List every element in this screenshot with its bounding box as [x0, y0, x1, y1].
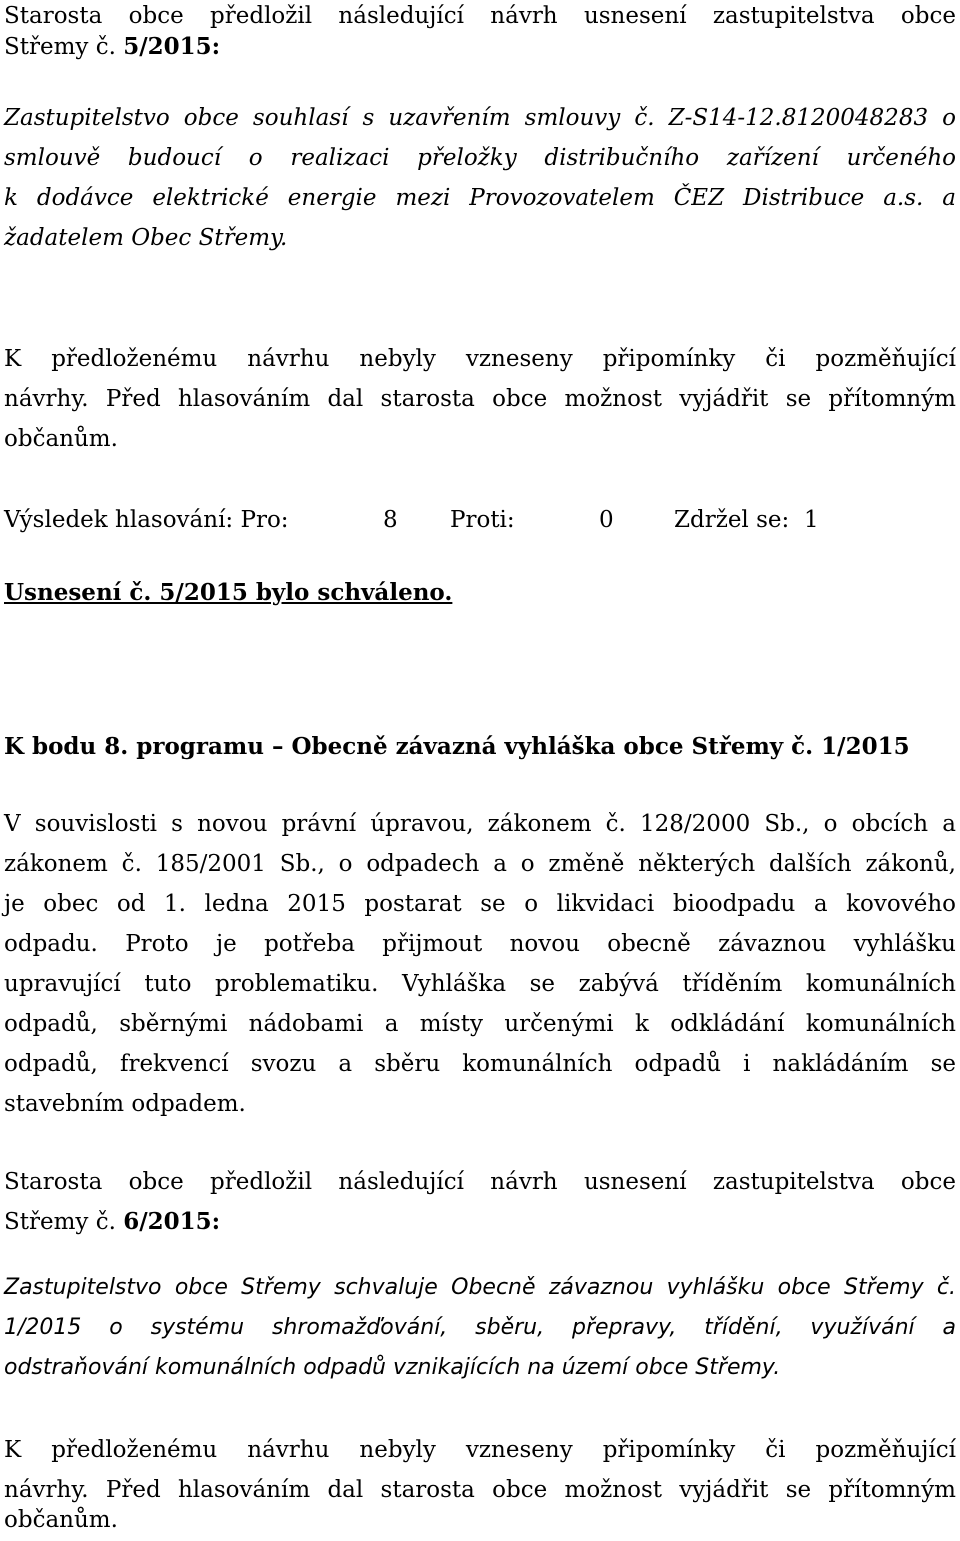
approval-statement: Usnesení č. 5/2015 bylo schváleno. — [4, 579, 453, 606]
proposal-intro-number: Střemy č. 6/2015: — [4, 1208, 221, 1235]
resolution-text: žadatelem Obec Střemy. — [4, 225, 288, 251]
agenda-body: upravující tuto problematiku. Vyhláška se zabývá tříděním komunálních — [4, 971, 956, 997]
resolution-text: odstraňování komunálních odpadů vznikajících na území obce Střemy. — [4, 1355, 781, 1380]
vote-abstain-label: Zdržel se: — [674, 507, 790, 533]
comments-text: návrhy. Před hlasováním dal starosta obce možnost vyjádřit se přítomným — [4, 386, 956, 412]
resolution-text: 1/2015 o systému shromažďování, sběru, přepravy, třídění, využívání a — [4, 1315, 956, 1340]
proposal-intro-line: Starosta obce předložil následující návrh usnesení zastupitelstva obce — [4, 1169, 956, 1195]
proposal-intro-number: Střemy č. 5/2015: — [4, 33, 221, 60]
resolution-text: Zastupitelstvo obce Střemy schvaluje Obecně závaznou vyhlášku obce Střemy č. — [4, 1275, 956, 1300]
comments-text: K předloženému návrhu nebyly vzneseny připomínky či pozměňující — [4, 1437, 956, 1463]
agenda-body: stavebním odpadem. — [4, 1091, 246, 1117]
vote-for-count: 8 — [383, 507, 398, 533]
comments-text: návrhy. Před hlasováním dal starosta obce možnost vyjádřit se přítomným — [4, 1477, 956, 1503]
comments-text: občanům. — [4, 426, 118, 452]
proposal-intro-line: Starosta obce předložil následující návrh usnesení zastupitelstva obce — [4, 3, 956, 29]
agenda-body: je obec od 1. ledna 2015 postarat se o likvidaci bioodpadu a kovového — [4, 891, 956, 917]
vote-against-label: Proti: — [450, 507, 515, 533]
vote-label: Výsledek hlasování: Pro: — [4, 507, 289, 533]
agenda-heading: K bodu 8. programu – Obecně závazná vyhláška obce Střemy č. 1/2015 — [4, 733, 910, 760]
resolution-text: smlouvě budoucí o realizaci přeložky distribučního zařízení určeného — [4, 145, 956, 171]
comments-text: K předloženému návrhu nebyly vzneseny připomínky či pozměňující — [4, 346, 956, 372]
vote-against-count: 0 — [599, 507, 614, 533]
agenda-body: V souvislosti s novou právní úpravou, zákonem č. 128/2000 Sb., o obcích a — [4, 811, 956, 837]
vote-abstain-count: 1 — [804, 507, 819, 533]
agenda-body: odpadů, sběrnými nádobami a místy určenými k odkládání komunálních — [4, 1011, 956, 1037]
resolution-text: k dodávce elektrické energie mezi Provozovatelem ČEZ Distribuce a.s. a — [4, 185, 956, 211]
agenda-body: odpadů, frekvencí svozu a sběru komunálních odpadů i nakládáním se — [4, 1051, 956, 1077]
agenda-body: zákonem č. 185/2001 Sb., o odpadech a o změně některých dalších zákonů, — [4, 851, 956, 877]
resolution-text: Zastupitelstvo obce souhlasí s uzavřením smlouvy č. Z-S14-12.8120048283 o — [4, 105, 956, 131]
agenda-body: odpadu. Proto je potřeba přijmout novou obecně závaznou vyhlášku — [4, 931, 956, 957]
comments-text: občanům. — [4, 1507, 118, 1533]
